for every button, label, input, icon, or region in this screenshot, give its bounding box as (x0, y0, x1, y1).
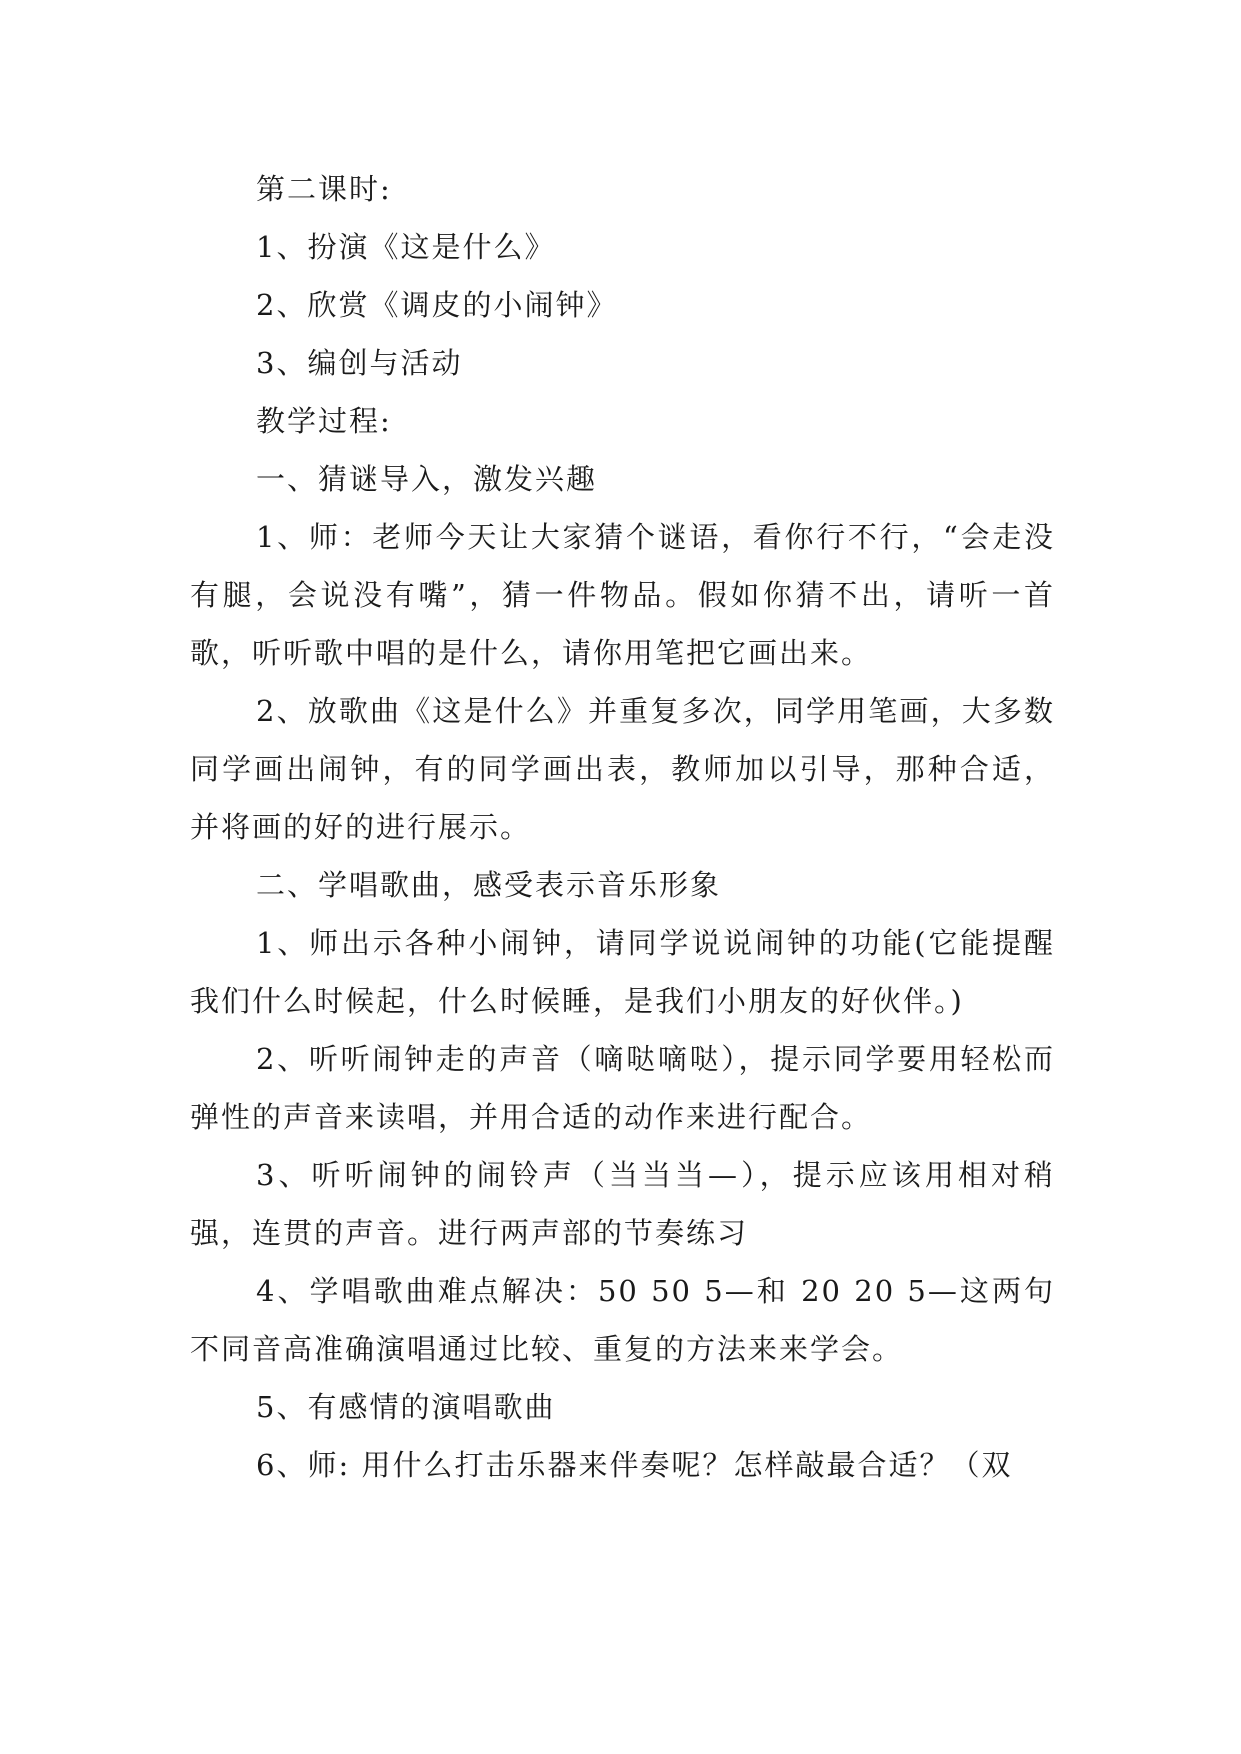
document-body (190, 160, 1055, 1494)
paragraph: 1、师出示各种小闹钟，请同学说说闹钟的功能(它能提醒我们什么时候起，什么时候睡，是我们小朋友的好伙伴。) (190, 926, 1055, 1018)
process-heading: 教学过程: (256, 404, 392, 438)
paragraph: 2、放歌曲《这是什么》并重复多次，同学用笔画，大多数同学画出闹钟，有的同学画出表，教师加以引导，那种合适，并将画的好的进行展示。 (190, 694, 1055, 844)
paragraph: 5、有感情的演唱歌曲 (256, 1390, 556, 1424)
lesson-item-1: 1、扮演《这是什么》 (256, 230, 556, 264)
section-heading-1: 一、猜谜导入，激发兴趣 (256, 462, 598, 496)
paragraph: 2、听听闹钟走的声音（嘀哒嘀哒），提示同学要用轻松而弹性的声音来读唱，并用合适的动作来进行配合。 (190, 1042, 1055, 1134)
lesson-heading: 第二课时: (256, 172, 392, 206)
paragraph: 1、师：老师今天让大家猜个谜语，看你行不行，“会走没有腿，会说没有嘴”，猜一件物品。假如你猜不出，请听一首歌，听听歌中唱的是什么，请你用笔把它画出来。 (190, 520, 1055, 670)
paragraph: 3、听听闹钟的闹铃声（当当当—），提示应该用相对稍强，连贯的声音。进行两声部的节奏练习 (190, 1158, 1055, 1250)
paragraph: 6、师: 用什么打击乐器来伴奏呢？怎样敲最合适？（双 (256, 1448, 1013, 1482)
lesson-item-3: 3、编创与活动 (256, 346, 463, 380)
paragraph: 4、学唱歌曲难点解决：50 50 5—和 20 20 5—这两句不同音高准确演唱通过比较、重复的方法来来学会。 (190, 1274, 1055, 1366)
lesson-item-2: 2、欣赏《调皮的小闹钟》 (256, 288, 618, 322)
section-heading-2: 二、学唱歌曲，感受表示音乐形象 (256, 868, 722, 902)
